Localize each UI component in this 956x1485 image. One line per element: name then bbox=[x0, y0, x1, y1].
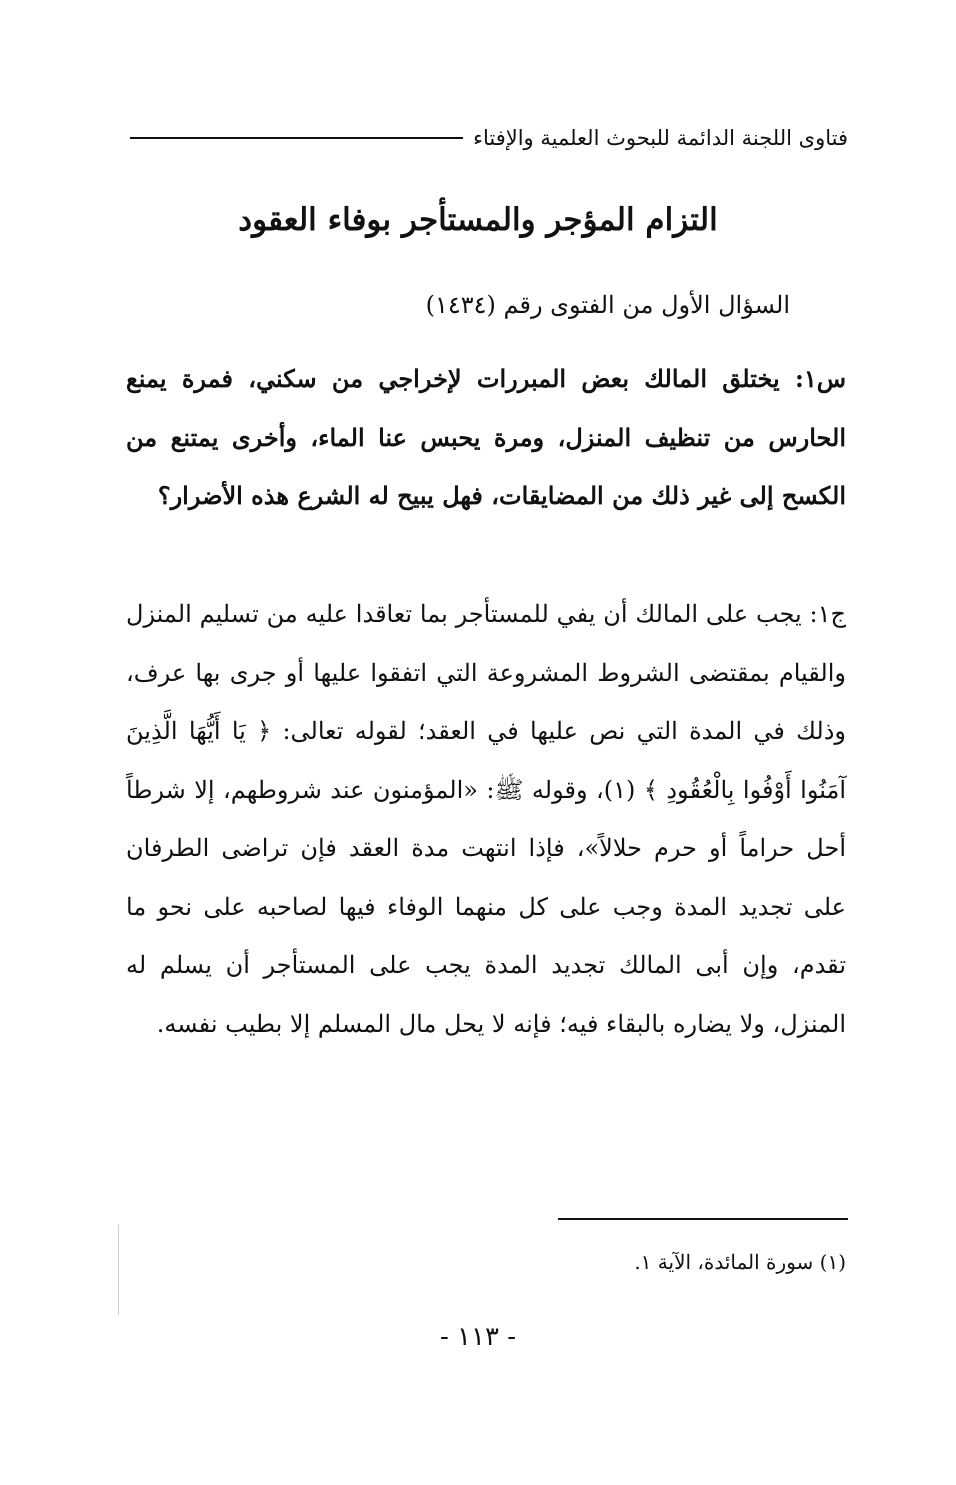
running-header bbox=[130, 118, 848, 158]
fatwa-reference: السؤال الأول من الفتوى رقم (١٤٣٤) bbox=[425, 291, 790, 319]
page-number: - ١١٣ - bbox=[439, 1322, 517, 1352]
question-paragraph: س١: يختلق المالك بعض المبررات لإخراجي من سكني، فمرة يمنع الحارس من تنظيف المنزل، ومرة يحبس عنا الماء، وأخرى يمتنع من الكسح إلى غير ذلك من المضايقات، فهل يبيح له الشرع هذه الأضرار؟ bbox=[126, 364, 846, 510]
footnote-rule bbox=[558, 1218, 848, 1220]
running-title: فتاوى اللجنة الدائمة للبحوث العلمية والإفتاء bbox=[473, 126, 848, 150]
section-title: التزام المؤجر والمستأجر بوفاء العقود bbox=[238, 202, 718, 238]
footnote: (١) سورة المائدة، الآية ١. bbox=[634, 1250, 846, 1274]
answer-paragraph: ج١: يجب على المالك أن يفي للمستأجر بما تعاقدا عليه من تسليم المنزل والقيام بمقتضى الشروط المشروعة التي اتفقوا عليها أو جرى بها عرف، وذلك في المدة التي نص عليها في العقد؛ لقوله تعالى: ﴿ يَا أَيُّهَا الَّذِينَ آمَنُوا أَوْفُوا بِالْعُقُودِ ﴾ (١)، وقوله ﷺ: «المؤمنون عند شروطهم، إلا شرطاً أحل حراماً أو حرم حلالاً»، فإذا انتهت مدة العقد فإن تراضى الطرفان على تجديد المدة وجب على كل منهما الوفاء فيها لصاحبه على نحو ما تقدم، وإن أبى المالك تجديد المدة يجب على المستأجر أن يسلم له المنزل، ولا يضاره بالبقاء فيه؛ فإنه لا يحل مال المسلم إلا بطيب نفسه. bbox=[126, 600, 846, 1038]
header-rule bbox=[130, 137, 463, 139]
scan-margin-line bbox=[118, 1225, 119, 1315]
